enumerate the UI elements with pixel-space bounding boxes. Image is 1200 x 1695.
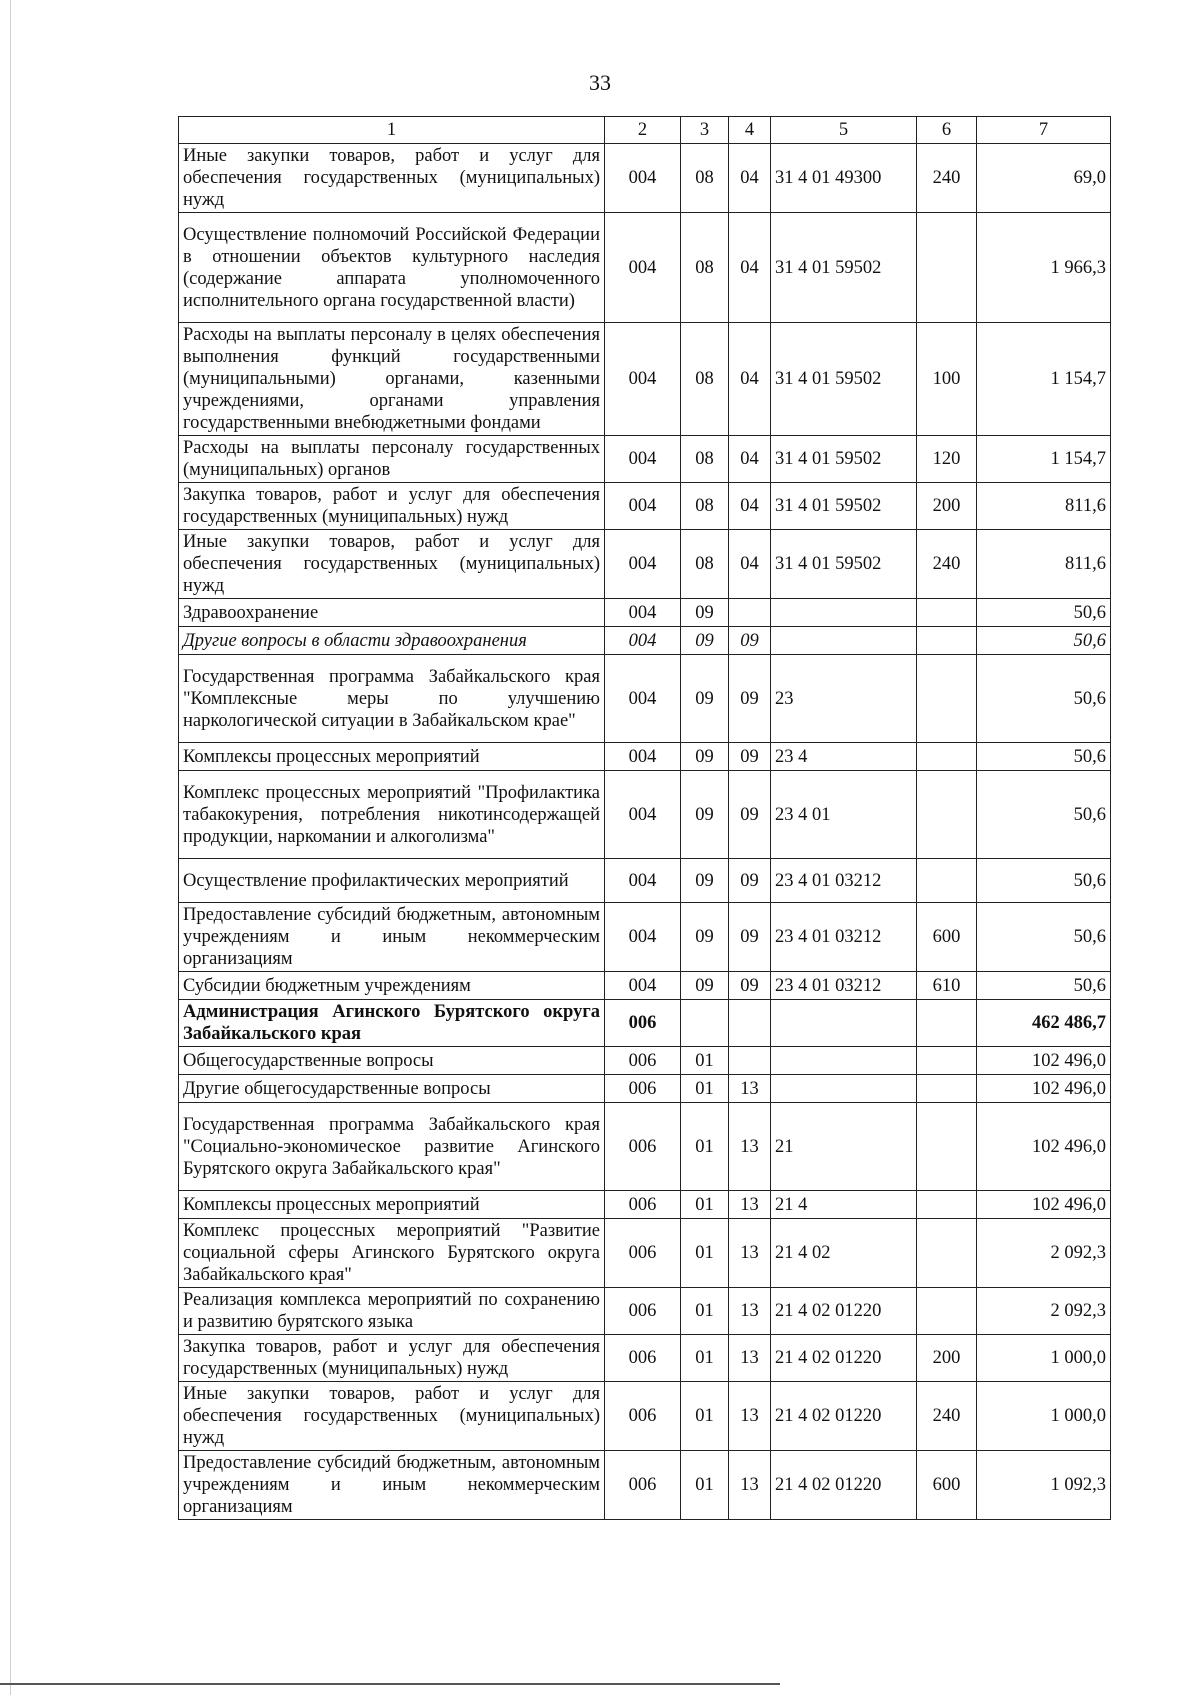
row-name: Иные закупки товаров, работ и услуг для обеспечения государственных (муниципальных) нужд: [179, 1382, 605, 1451]
row-code-2: 006: [605, 1451, 681, 1520]
row-amount: 1 000,0: [977, 1335, 1111, 1382]
row-code-4: 13: [729, 1191, 771, 1219]
row-code-2: 006: [605, 1000, 681, 1047]
row-code-2: 006: [605, 1288, 681, 1335]
table-row: [179, 436, 1111, 483]
row-code-3: 08: [681, 530, 729, 599]
row-code-5: 31 4 01 59502: [771, 213, 917, 323]
row-code-6: [917, 1000, 977, 1047]
row-name: Комплекс процессных мероприятий "Профилактика табакокурения, потребления никотинсодержащей продукции, наркомании и алкоголизма": [179, 771, 605, 859]
table-row: [179, 627, 1111, 655]
column-header: 5: [771, 117, 917, 144]
table-row: [179, 1103, 1111, 1191]
table-row: [179, 599, 1111, 627]
row-code-5: 23 4 01: [771, 771, 917, 859]
row-code-5: 31 4 01 59502: [771, 323, 917, 436]
row-code-3: 08: [681, 323, 729, 436]
row-code-2: 004: [605, 213, 681, 323]
row-amount: 50,6: [977, 627, 1111, 655]
row-code-5: 31 4 01 59502: [771, 436, 917, 483]
row-code-5: 21 4 02 01220: [771, 1451, 917, 1520]
row-name: Осуществление полномочий Российской Федерации в отношении объектов культурного наследия (содержание аппарата уполномоченного исполнительного органа государственной власти): [179, 213, 605, 323]
row-name: Администрация Агинского Бурятского округа Забайкальского края: [179, 1000, 605, 1047]
row-code-2: 004: [605, 655, 681, 743]
row-amount: 1 966,3: [977, 213, 1111, 323]
row-name: Другие общегосударственные вопросы: [179, 1075, 605, 1103]
row-code-6: [917, 859, 977, 903]
row-name: Расходы на выплаты персоналу в целях обеспечения выполнения функций государственными (муниципальными) органами, казенными учреждениями, органами управления государственными внебюджетными фондами: [179, 323, 605, 436]
row-name: Государственная программа Забайкальского края "Комплексные меры по улучшению наркологической ситуации в Забайкальском крае": [179, 655, 605, 743]
row-name: Здравоохранение: [179, 599, 605, 627]
row-code-5: [771, 1075, 917, 1103]
row-code-2: 004: [605, 771, 681, 859]
row-code-5: 23 4 01 03212: [771, 972, 917, 1000]
row-code-6: 240: [917, 1382, 977, 1451]
row-code-6: [917, 213, 977, 323]
row-code-6: 600: [917, 903, 977, 972]
row-code-4: [729, 599, 771, 627]
table-row: [179, 530, 1111, 599]
table-row: [179, 1335, 1111, 1382]
table-row: [179, 323, 1111, 436]
scan-bottom-edge: [0, 1683, 780, 1685]
row-code-4: 13: [729, 1288, 771, 1335]
row-code-3: [681, 1000, 729, 1047]
row-code-2: 004: [605, 323, 681, 436]
row-name: Предоставление субсидий бюджетным, автономным учреждениям и иным некоммерческим организациям: [179, 1451, 605, 1520]
row-code-5: [771, 1000, 917, 1047]
row-amount: 50,6: [977, 859, 1111, 903]
row-name: Предоставление субсидий бюджетным, автономным учреждениям и иным некоммерческим организациям: [179, 903, 605, 972]
row-code-4: 13: [729, 1451, 771, 1520]
row-amount: 69,0: [977, 144, 1111, 213]
row-amount: 50,6: [977, 743, 1111, 771]
row-code-4: 04: [729, 436, 771, 483]
row-name: Закупка товаров, работ и услуг для обеспечения государственных (муниципальных) нужд: [179, 1335, 605, 1382]
row-code-4: 13: [729, 1219, 771, 1288]
row-amount: 1 154,7: [977, 436, 1111, 483]
row-name: Комплекс процессных мероприятий "Развитие социальной сферы Агинского Бурятского округа Забайкальского края": [179, 1219, 605, 1288]
row-code-3: 09: [681, 627, 729, 655]
row-code-2: 006: [605, 1219, 681, 1288]
row-code-2: 004: [605, 483, 681, 530]
column-header: 2: [605, 117, 681, 144]
row-code-5: 31 4 01 49300: [771, 144, 917, 213]
header-row: [179, 117, 1111, 144]
table-row: [179, 972, 1111, 1000]
row-code-6: [917, 1191, 977, 1219]
row-amount: 2 092,3: [977, 1219, 1111, 1288]
row-code-6: [917, 599, 977, 627]
row-code-4: 04: [729, 530, 771, 599]
row-name: Реализация комплекса мероприятий по сохранению и развитию бурятского языка: [179, 1288, 605, 1335]
row-code-3: 01: [681, 1103, 729, 1191]
row-code-6: 600: [917, 1451, 977, 1520]
row-code-3: 09: [681, 771, 729, 859]
row-code-2: 004: [605, 743, 681, 771]
table-row: [179, 1288, 1111, 1335]
row-code-5: 21 4: [771, 1191, 917, 1219]
row-amount: 102 496,0: [977, 1047, 1111, 1075]
row-amount: 811,6: [977, 530, 1111, 599]
row-code-6: 240: [917, 144, 977, 213]
row-name: Закупка товаров, работ и услуг для обеспечения государственных (муниципальных) нужд: [179, 483, 605, 530]
row-amount: 811,6: [977, 483, 1111, 530]
row-code-5: [771, 1047, 917, 1075]
row-code-4: [729, 1000, 771, 1047]
row-code-2: 004: [605, 972, 681, 1000]
row-name: Субсидии бюджетным учреждениям: [179, 972, 605, 1000]
row-code-4: 04: [729, 323, 771, 436]
table-row: [179, 771, 1111, 859]
table-row: [179, 1219, 1111, 1288]
row-code-5: 21 4 02: [771, 1219, 917, 1288]
row-code-6: [917, 1075, 977, 1103]
row-name: Государственная программа Забайкальского края "Социально-экономическое развитие Агинского Бурятского округа Забайкальского края": [179, 1103, 605, 1191]
row-code-3: 08: [681, 483, 729, 530]
row-code-2: 004: [605, 903, 681, 972]
row-code-5: 31 4 01 59502: [771, 483, 917, 530]
row-code-4: 09: [729, 972, 771, 1000]
row-name: Осуществление профилактических мероприятий: [179, 859, 605, 903]
table-row: [179, 1047, 1111, 1075]
row-code-4: 09: [729, 743, 771, 771]
column-header: 7: [977, 117, 1111, 144]
row-code-2: 004: [605, 144, 681, 213]
row-code-5: 31 4 01 59502: [771, 530, 917, 599]
row-code-5: [771, 627, 917, 655]
row-code-6: 200: [917, 1335, 977, 1382]
row-name: Иные закупки товаров, работ и услуг для обеспечения государственных (муниципальных) нужд: [179, 530, 605, 599]
row-name: Общегосударственные вопросы: [179, 1047, 605, 1075]
row-code-5: 21: [771, 1103, 917, 1191]
row-code-2: 006: [605, 1103, 681, 1191]
table-row: [179, 743, 1111, 771]
row-code-6: [917, 1288, 977, 1335]
row-code-4: 09: [729, 771, 771, 859]
page-number: 33: [589, 70, 611, 95]
row-code-4: 04: [729, 144, 771, 213]
budget-table: [178, 116, 1111, 1520]
row-code-4: 09: [729, 627, 771, 655]
row-code-6: [917, 627, 977, 655]
row-code-5: 23 4 01 03212: [771, 903, 917, 972]
row-code-3: 01: [681, 1335, 729, 1382]
row-code-4: 13: [729, 1382, 771, 1451]
row-code-4: 09: [729, 903, 771, 972]
row-amount: 50,6: [977, 599, 1111, 627]
row-code-2: 004: [605, 436, 681, 483]
row-code-5: 23 4: [771, 743, 917, 771]
row-code-5: [771, 599, 917, 627]
column-header: 4: [729, 117, 771, 144]
row-amount: 50,6: [977, 972, 1111, 1000]
table-row: [179, 1191, 1111, 1219]
row-amount: 2 092,3: [977, 1288, 1111, 1335]
row-code-4: 04: [729, 483, 771, 530]
row-name: Расходы на выплаты персоналу государственных (муниципальных) органов: [179, 436, 605, 483]
row-code-6: [917, 1219, 977, 1288]
row-code-4: 04: [729, 213, 771, 323]
row-code-3: 01: [681, 1047, 729, 1075]
row-code-2: 004: [605, 859, 681, 903]
row-code-4: 09: [729, 859, 771, 903]
row-amount: 462 486,7: [977, 1000, 1111, 1047]
row-code-3: 01: [681, 1219, 729, 1288]
row-code-3: 08: [681, 436, 729, 483]
row-code-3: 09: [681, 859, 729, 903]
row-code-5: 21 4 02 01220: [771, 1335, 917, 1382]
row-code-3: 01: [681, 1382, 729, 1451]
table-row: [179, 655, 1111, 743]
row-code-3: 01: [681, 1451, 729, 1520]
row-amount: 1 092,3: [977, 1451, 1111, 1520]
row-amount: 50,6: [977, 903, 1111, 972]
row-code-6: [917, 771, 977, 859]
row-code-3: 09: [681, 743, 729, 771]
table-row: [179, 903, 1111, 972]
column-header: 1: [179, 117, 605, 144]
table-row: [179, 1451, 1111, 1520]
row-code-2: 006: [605, 1335, 681, 1382]
row-amount: 102 496,0: [977, 1191, 1111, 1219]
row-code-5: 23 4 01 03212: [771, 859, 917, 903]
row-code-6: 200: [917, 483, 977, 530]
row-amount: 1 000,0: [977, 1382, 1111, 1451]
row-name: Комплексы процессных мероприятий: [179, 1191, 605, 1219]
row-code-3: 01: [681, 1075, 729, 1103]
row-name: Комплексы процессных мероприятий: [179, 743, 605, 771]
row-code-4: 13: [729, 1075, 771, 1103]
scan-edge-line: [10, 0, 11, 1695]
row-amount: 102 496,0: [977, 1075, 1111, 1103]
row-amount: 50,6: [977, 655, 1111, 743]
row-code-2: 006: [605, 1382, 681, 1451]
row-code-5: 21 4 02 01220: [771, 1288, 917, 1335]
row-name: Другие вопросы в области здравоохранения: [179, 627, 605, 655]
row-code-4: 13: [729, 1335, 771, 1382]
row-code-6: 100: [917, 323, 977, 436]
table-row: [179, 1000, 1111, 1047]
row-code-6: [917, 655, 977, 743]
row-code-2: 004: [605, 530, 681, 599]
row-code-6: 120: [917, 436, 977, 483]
row-code-3: 01: [681, 1191, 729, 1219]
row-code-6: [917, 743, 977, 771]
row-code-4: 13: [729, 1103, 771, 1191]
row-code-5: 23: [771, 655, 917, 743]
row-amount: 102 496,0: [977, 1103, 1111, 1191]
table-row: [179, 859, 1111, 903]
row-amount: 50,6: [977, 771, 1111, 859]
row-code-3: 08: [681, 144, 729, 213]
row-code-4: 09: [729, 655, 771, 743]
row-code-2: 006: [605, 1075, 681, 1103]
row-code-3: 08: [681, 213, 729, 323]
row-code-6: 240: [917, 530, 977, 599]
row-code-3: 09: [681, 599, 729, 627]
column-header: 3: [681, 117, 729, 144]
row-code-6: [917, 1047, 977, 1075]
row-code-6: 610: [917, 972, 977, 1000]
table-row: [179, 483, 1111, 530]
table-row: [179, 213, 1111, 323]
table-row: [179, 1075, 1111, 1103]
row-code-3: 09: [681, 655, 729, 743]
row-code-5: 21 4 02 01220: [771, 1382, 917, 1451]
row-name: Иные закупки товаров, работ и услуг для обеспечения государственных (муниципальных) нужд: [179, 144, 605, 213]
row-code-2: 004: [605, 599, 681, 627]
table-row: [179, 144, 1111, 213]
table-row: [179, 1382, 1111, 1451]
row-code-3: 01: [681, 1288, 729, 1335]
column-header: 6: [917, 117, 977, 144]
row-code-3: 09: [681, 972, 729, 1000]
row-code-2: 006: [605, 1047, 681, 1075]
row-amount: 1 154,7: [977, 323, 1111, 436]
row-code-2: 006: [605, 1191, 681, 1219]
row-code-4: [729, 1047, 771, 1075]
row-code-6: [917, 1103, 977, 1191]
row-code-2: 004: [605, 627, 681, 655]
row-code-3: 09: [681, 903, 729, 972]
